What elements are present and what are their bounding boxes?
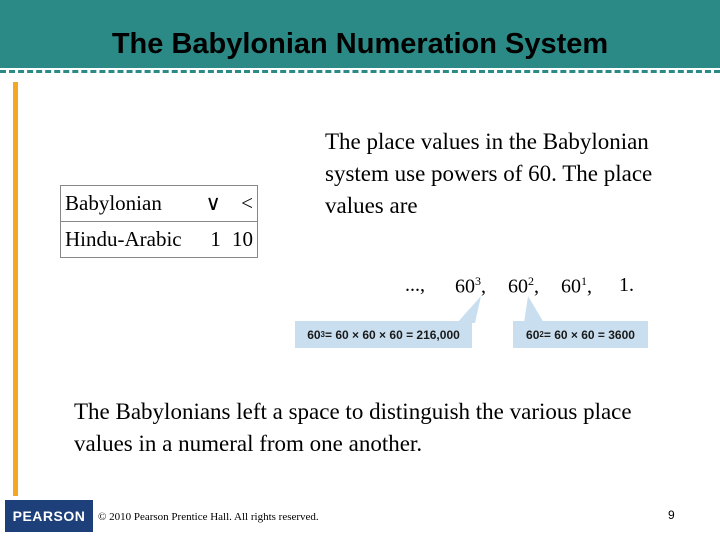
table-cell-label: Hindu-Arabic — [61, 222, 199, 258]
power-60-1: $60^1$, — [561, 274, 592, 298]
pearson-logo — [5, 500, 93, 532]
table-cell-symbol: ∨ — [205, 191, 221, 215]
power-60-3: $60^3$, — [455, 274, 486, 298]
callout-pointer-1 — [455, 296, 485, 323]
table-row — [61, 222, 258, 258]
table-cell-value: 1 — [199, 222, 225, 258]
table-row — [61, 186, 258, 222]
callout-60-cubed: 60 3 = 60 × 60 × 60 = 216,000 — [295, 321, 472, 348]
body-paragraph: The Babylonians left a space to distinguish the various place values in a numeral from one another. — [74, 399, 632, 456]
callout-60-squared: 60 2 = 60 × 60 = 3600 — [513, 321, 648, 348]
powers-ellipsis: ..., — [405, 274, 425, 296]
accent-bar — [13, 82, 18, 496]
slide-header — [0, 0, 720, 78]
power-60-2: $60^2$, — [508, 274, 539, 298]
table-cell-label: Babylonian — [65, 191, 162, 215]
header-dashed-divider — [0, 70, 720, 73]
intro-paragraph: The place values in the Babylonian system use powers of 60. The place values are — [325, 129, 653, 218]
table-cell-symbol: < — [241, 191, 253, 215]
copyright-notice: © 2010 Pearson Prentice Hall. All rights reserved. — [98, 511, 319, 523]
slide-title: The Babylonian Numeration System — [111, 28, 609, 60]
table-cell-value: 10 — [225, 222, 258, 258]
page-number: 9 — [668, 508, 675, 522]
power-one: 1. — [619, 274, 634, 296]
callout-pointer-2 — [520, 296, 550, 323]
numeral-table — [60, 185, 258, 258]
logo-text: PEARSON — [12, 508, 86, 524]
